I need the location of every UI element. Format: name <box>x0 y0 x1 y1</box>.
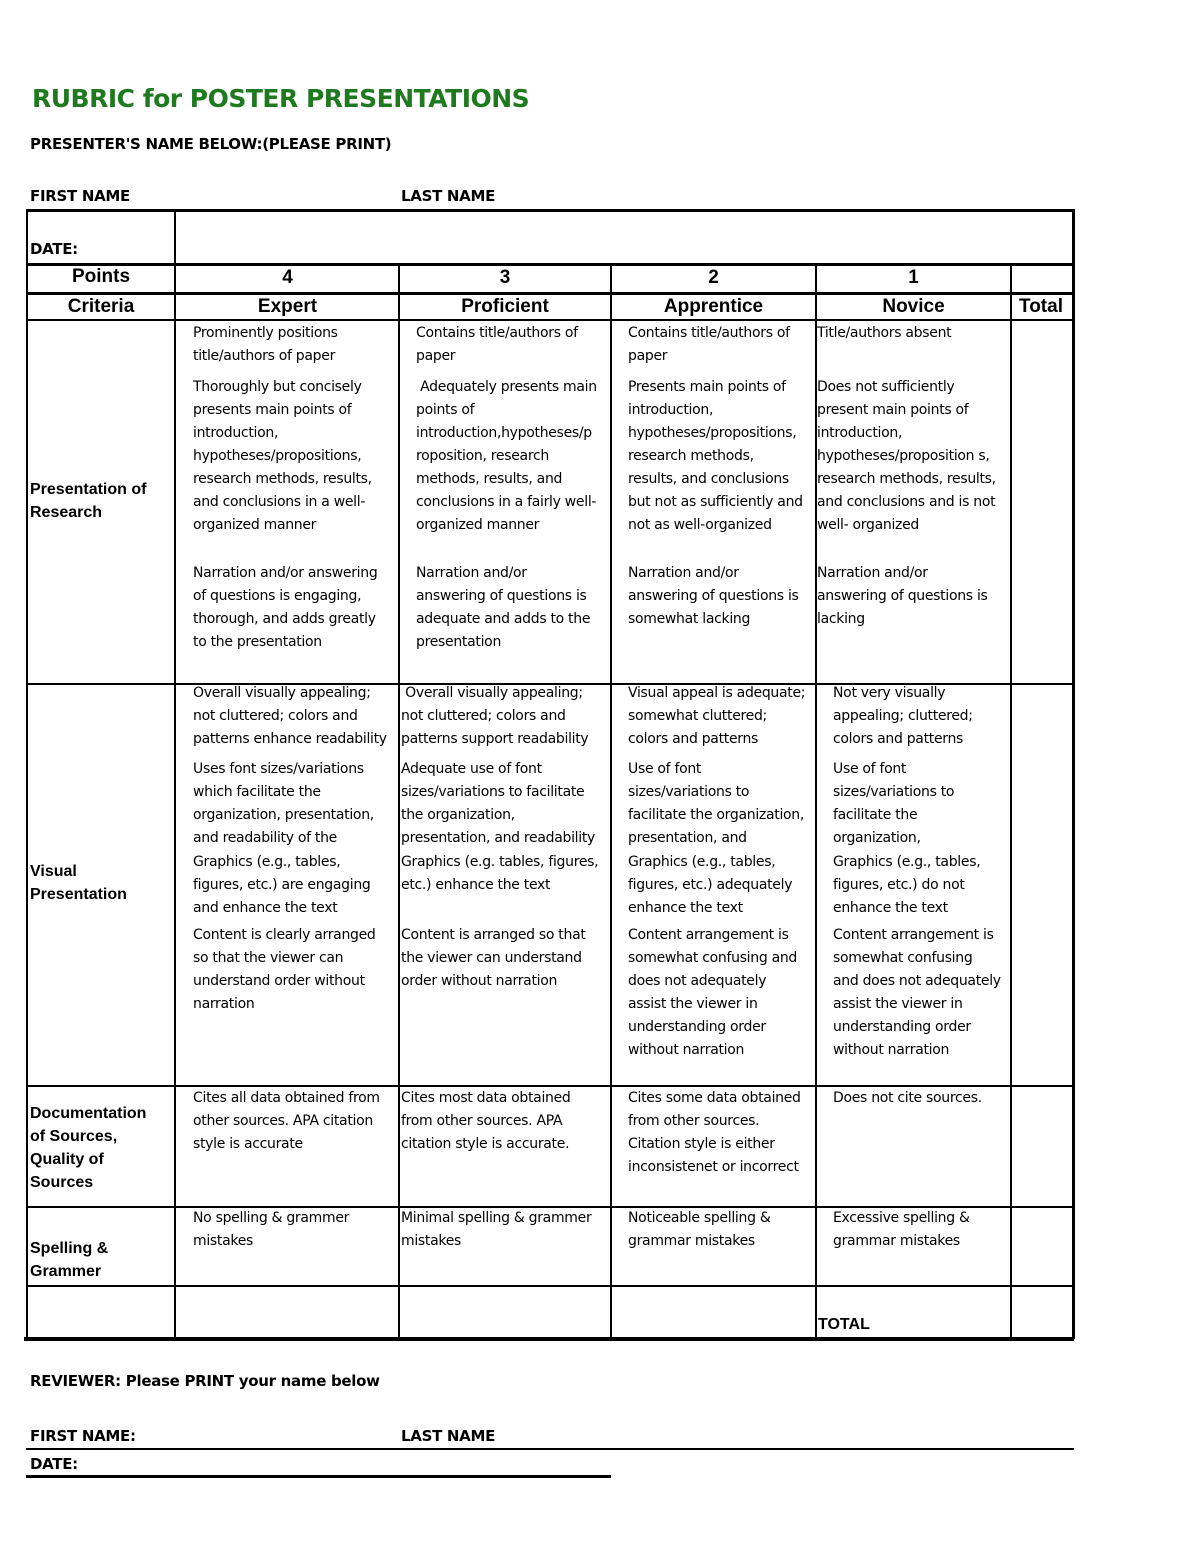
table-column-line <box>398 263 400 1339</box>
presenter-date-label: DATE: <box>30 240 78 258</box>
rubric-cell-text: Does not cite sources. <box>833 1090 982 1106</box>
rubric-cell-text: Graphics (e.g., tables, figures, etc.) adequately enhance the text <box>628 854 793 916</box>
reviewer-date-line <box>26 1475 611 1478</box>
rubric-cell-text: Use of font sizes/variations to facilitate the organization, presentation, and <box>628 761 805 846</box>
criteria-header: Criteria <box>67 296 135 317</box>
rubric-cell-text: Contains title/authors of paper <box>628 325 790 364</box>
criterion-label: Spelling & Grammer <box>30 1240 109 1280</box>
reviewer-date-label: DATE: <box>30 1455 78 1473</box>
criterion-label: Visual Presentation <box>30 863 127 903</box>
rubric-cell-text: Content arrangement is somewhat confusing and does not adequately assist the viewer in understanding order without narration <box>833 927 1001 1058</box>
rubric-cell-text: Graphics (e.g., tables, figures, etc.) are engaging and enhance the text <box>193 854 371 916</box>
page-title: RUBRIC for POSTER PRESENTATIONS <box>32 84 530 113</box>
rubric-cell-text: Contains title/authors of paper <box>416 325 578 364</box>
rubric-cell-text: Thoroughly but concisely presents main points of introduction, hypotheses/propositions, research methods, results, and conclusions in a well- organized manner <box>193 379 372 533</box>
rubric-cell-text: Presents main points of introduction, hypotheses/propositions, research methods, results, and conclusions but not as sufficiently and not as well-organized <box>628 379 803 533</box>
table-line <box>26 263 1074 266</box>
presenter-heading: PRESENTER'S NAME BELOW:(PLEASE PRINT) <box>30 135 392 153</box>
total-header: Total <box>1019 296 1063 317</box>
table-top-border <box>26 209 1074 212</box>
reviewer-name-line <box>26 1448 1074 1450</box>
reviewer-last-name-label: LAST NAME <box>401 1427 496 1445</box>
presenter-first-name-label: FIRST NAME <box>30 187 130 205</box>
rubric-cell-text: Graphics (e.g., tables, figures, etc.) do not enhance the text <box>833 854 981 916</box>
table-left-border <box>26 209 28 1339</box>
rubric-cell-text: Uses font sizes/variations which facilitate the organization, presentation, and readability of the <box>193 761 374 846</box>
rubric-cell-text: Cites most data obtained from other sources. APA citation style is accurate. <box>401 1090 571 1152</box>
rubric-cell-text: Content is arranged so that the viewer can understand order without narration <box>401 927 586 989</box>
rubric-cell-text: Use of font sizes/variations to facilitate the organization, <box>833 761 955 846</box>
rubric-cell-text: Adequately presents main points of introduction,hypotheses/p roposition, research methods, results, and conclusions in a fairly well- organized manner <box>416 379 597 533</box>
rubric-cell-text: Graphics (e.g. tables, figures, etc.) enhance the text <box>401 854 599 893</box>
rubric-cell-text: Narration and/or answering of questions is engaging, thorough, and adds greatly to the presentation <box>193 565 378 650</box>
rubric-cell-text: Does not sufficiently present main points of introduction, hypotheses/proposition s, research methods, results, and conclusions and is not well- organized <box>817 379 996 533</box>
criterion-label: Documentation of Sources, Quality of Sources <box>30 1105 147 1191</box>
level-points-3: 3 <box>499 267 511 288</box>
rubric-cell-text: Adequate use of font sizes/variations to facilitate the organization, presentation, and readability <box>401 761 596 846</box>
level-name-apprentice: Apprentice <box>663 296 764 317</box>
rubric-cell-text: Overall visually appealing; not cluttered; colors and patterns support readability <box>401 685 589 747</box>
table-column-line <box>174 209 176 1339</box>
rubric-cell-text: Narration and/or answering of questions is somewhat lacking <box>628 565 799 627</box>
rubric-cell-text: Cites some data obtained from other sources. Citation style is either inconsistenet or incorrect <box>628 1090 801 1175</box>
table-bottom-border <box>24 1337 1074 1341</box>
rubric-cell-text: Content arrangement is somewhat confusing and does not adequately assist the viewer in understanding order without narration <box>628 927 798 1058</box>
total-row-label: TOTAL <box>818 1316 870 1333</box>
criterion-label: Presentation of Research <box>30 481 147 521</box>
rubric-cell-text: Visual appeal is adequate; somewhat cluttered; colors and patterns <box>628 685 806 747</box>
table-right-border <box>1072 209 1075 1339</box>
rubric-cell-text: Narration and/or answering of questions is adequate and adds to the presentation <box>416 565 591 650</box>
reviewer-first-name-label: FIRST NAME: <box>30 1427 136 1445</box>
rubric-cell-text: Narration and/or answering of questions is lacking <box>817 565 988 627</box>
table-line <box>26 1285 1074 1287</box>
rubric-cell-text: No spelling & grammer mistakes <box>193 1210 350 1249</box>
points-header: Points <box>71 266 131 287</box>
reviewer-heading: REVIEWER: Please PRINT your name below <box>30 1372 380 1390</box>
rubric-cell-text: Not very visually appealing; cluttered; colors and patterns <box>833 685 973 747</box>
table-column-line <box>610 263 612 1339</box>
rubric-cell-text: Overall visually appealing; not cluttered; colors and patterns enhance readability <box>193 685 387 747</box>
rubric-cell-text: Excessive spelling & grammar mistakes <box>833 1210 970 1249</box>
table-column-line <box>1010 263 1012 1339</box>
level-name-expert: Expert <box>257 296 318 317</box>
rubric-cell-text: Prominently positions title/authors of paper <box>193 325 338 364</box>
rubric-cell-text: Content is clearly arranged so that the viewer can understand order without narration <box>193 927 376 1012</box>
table-line <box>26 292 1074 295</box>
rubric-cell-text: Cites all data obtained from other sources. APA citation style is accurate <box>193 1090 380 1152</box>
table-line <box>26 319 1074 321</box>
rubric-cell-text: Title/authors absent <box>817 325 952 341</box>
level-points-1: 1 <box>908 267 919 288</box>
presenter-last-name-label: LAST NAME <box>401 187 496 205</box>
level-name-proficient: Proficient <box>461 296 549 317</box>
level-points-2: 2 <box>708 267 719 288</box>
rubric-cell-text: Minimal spelling & grammer mistakes <box>401 1210 592 1249</box>
rubric-cell-text: Noticeable spelling & grammar mistakes <box>628 1210 771 1249</box>
level-points-4: 4 <box>282 267 293 288</box>
level-name-novice: Novice <box>882 296 945 317</box>
